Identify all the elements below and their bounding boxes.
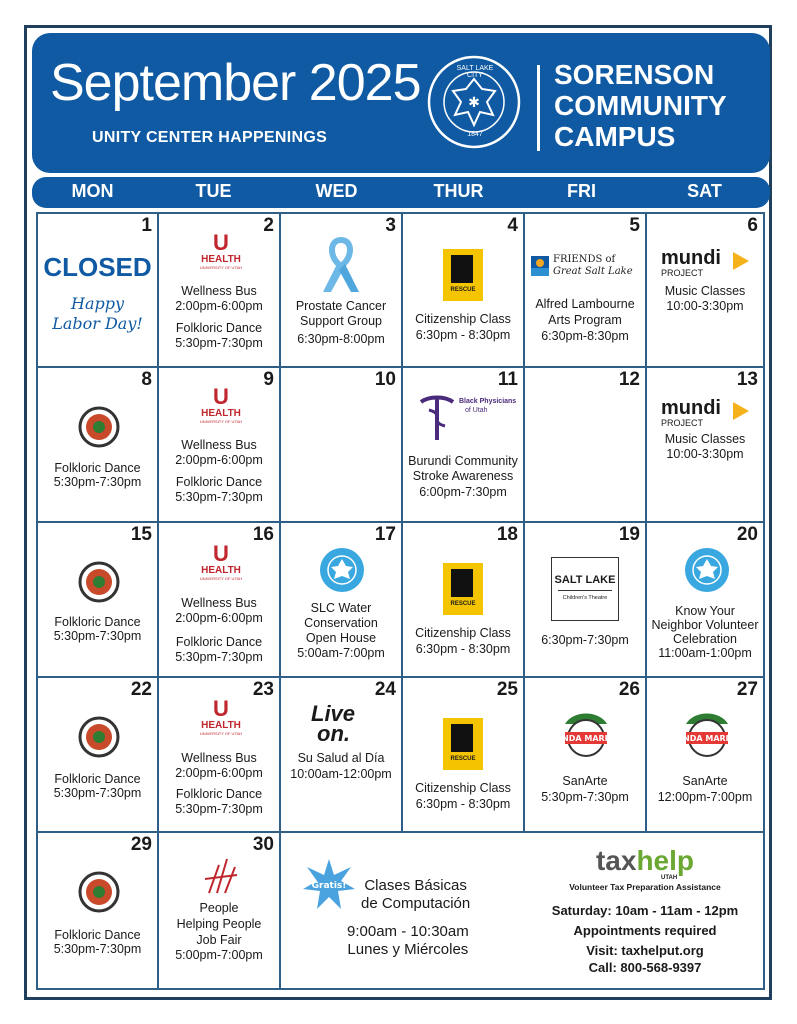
people-helping-people-logo-icon	[201, 853, 241, 895]
day-cell-1[interactable]: 1 CLOSED Happy Labor Day!	[36, 212, 159, 368]
day-tue: TUE	[195, 181, 232, 201]
day-cell-13[interactable]: 13 mundi PROJECT Music Classes 10:00-3:30pm	[645, 366, 765, 523]
university-of-utah-health-logo: U HEALTH UNIVERSITY OF UTAH	[191, 698, 251, 736]
taxhelp-panel: taxhelp UTAH Volunteer Tax Preparation Assistance Saturday: 10am - 11am - 12pm Appointments required Visit: taxhelput.org Call: 800-568-9397	[551, 845, 739, 975]
closed-label: CLOSED	[43, 252, 152, 282]
international-rescue-committee-logo: RESCUE	[443, 718, 483, 770]
day-cell-29[interactable]: 29 Folkloric Dance 5:30pm-7:30pm	[36, 831, 159, 990]
day-cell-17[interactable]: 17 SLC Water Conservation Open House 5:00am-7:00pm	[279, 521, 403, 678]
caduceus-icon	[417, 392, 457, 442]
day-cell-19[interactable]: 19 SALT LAKE Children's Theatre 6:30pm-7:30pm	[523, 521, 647, 678]
u-block-icon: U	[213, 541, 229, 566]
gratis-badge-text: Gratis!	[311, 881, 347, 891]
mundi-project-logo: mundi PROJECT	[661, 248, 757, 278]
live-on-logo: Live on.	[311, 701, 356, 746]
salt-lake-city-seal-icon	[319, 547, 365, 593]
rescue-mark-icon	[451, 569, 473, 597]
u-block-icon: U	[213, 384, 229, 409]
header-divider	[537, 65, 540, 151]
mundi-project-logo: mundi PROJECT	[661, 398, 757, 428]
seal-text: SALT LAKE CITY	[456, 65, 494, 79]
mundi-play-icon	[731, 250, 751, 272]
day-cell-25[interactable]: 25 RESCUE Citizenship Class 6:30pm - 8:30pm	[401, 676, 525, 833]
university-of-utah-health-logo: U HEALTH UNIVERSITY OF UTAH	[191, 543, 251, 581]
day-cell-15[interactable]: 15 Folkloric Dance 5:30pm-7:30pm	[36, 521, 159, 678]
international-rescue-committee-logo: RESCUE	[443, 249, 483, 301]
university-of-utah-health-logo: U HEALTH UNIVERSITY OF UTAH	[191, 386, 251, 424]
day-cell-20[interactable]: 20 Know Your Neighbor Volunteer Celebration 11:00am-1:00pm	[645, 521, 765, 678]
sanarte-logo-text: B'NDA MARILS	[553, 734, 619, 743]
folkloric-dance-logo-icon	[78, 561, 120, 603]
day-cell-22[interactable]: 22 Folkloric Dance 5:30pm-7:30pm	[36, 676, 159, 833]
university-of-utah-health-logo: U HEALTH UNIVERSITY OF UTAH	[191, 232, 251, 270]
salt-lake-childrens-theatre-logo: SALT LAKE Children's Theatre	[551, 557, 619, 621]
day-cell-18[interactable]: 18 RESCUE Citizenship Class 6:30pm - 8:30pm	[401, 521, 525, 678]
day-cell-2[interactable]: 2 U HEALTH UNIVERSITY OF UTAH Wellness Bus 2:00pm-6:00pm Folkloric Dance 5:30pm-7:30pm	[157, 212, 281, 368]
gratis-starburst-icon	[301, 857, 357, 911]
day-mon: MON	[71, 181, 114, 201]
day-cell-24[interactable]: 24 Live on. Su Salud al Día 10:00am-12:00pm	[279, 676, 403, 833]
international-rescue-committee-logo: RESCUE	[443, 563, 483, 615]
logo-divider	[558, 590, 612, 591]
day-cell-6[interactable]: 6 mundi PROJECT Music Classes 10:00-3:30pm	[645, 212, 765, 368]
calendar-header	[32, 33, 770, 173]
sanarte-banda-logo-icon	[553, 708, 619, 758]
day-cell-23[interactable]: 23 U HEALTH UNIVERSITY OF UTAH Wellness Bus 2:00pm-6:00pm Folkloric Dance 5:30pm-7:30pm	[157, 676, 281, 833]
svg-text:✱: ✱	[468, 95, 480, 111]
day-cell-5[interactable]: 5 FRIENDS of Great Salt Lake Alfred Lambourne Arts Program 6:30pm-8:30pm	[523, 212, 647, 368]
folkloric-dance-logo-icon	[78, 871, 120, 913]
mundi-play-icon	[731, 400, 751, 422]
salt-lake-city-seal-icon	[684, 547, 730, 593]
labor-day-note: Happy Labor Day!	[52, 294, 143, 333]
rescue-mark-icon	[451, 255, 473, 283]
clases-schedule: 9:00am - 10:30am Lunes y Miércoles	[347, 923, 469, 958]
day-cell-16[interactable]: 16 U HEALTH UNIVERSITY OF UTAH Wellness Bus 2:00pm-6:00pm Folkloric Dance 5:30pm-7:30pm	[157, 521, 281, 678]
day-fri: FRI	[567, 181, 596, 201]
clases-title: Clases Básicas de Computación	[361, 877, 471, 912]
day-cell-30[interactable]: 30 People Helping People Job Fair 5:00pm-7:00pm	[157, 831, 281, 990]
info-panel	[279, 831, 765, 990]
calendar-grid	[36, 212, 765, 990]
day-cell-12[interactable]: 12	[523, 366, 647, 523]
folkloric-dance-logo-icon	[78, 716, 120, 758]
rescue-mark-icon	[451, 724, 473, 752]
day-cell-8[interactable]: 8 Folkloric Dance 5:30pm-7:30pm	[36, 366, 159, 523]
day-cell-9[interactable]: 9 U HEALTH UNIVERSITY OF UTAH Wellness Bus 2:00pm-6:00pm Folkloric Dance 5:30pm-7:30pm	[157, 366, 281, 523]
day-cell-11[interactable]: 11 Black Physicians of Utah Burundi Community Stroke Awareness 6:00pm-7:30pm	[401, 366, 525, 523]
sanarte-banda-logo-icon	[674, 708, 740, 758]
u-block-icon: U	[213, 230, 229, 255]
day-cell-10[interactable]: 10	[279, 366, 403, 523]
day-cell-26[interactable]: 26 B'NDA MARILS SanArte 5:30pm-7:30pm	[523, 676, 647, 833]
awareness-ribbon-icon	[315, 236, 367, 296]
day-cell-27[interactable]: 27 B'NDA MARILS SanArte 12:00pm-7:00pm	[645, 676, 765, 833]
u-block-icon: U	[213, 696, 229, 721]
sanarte-logo-text: B'NDA MARILS	[674, 734, 740, 743]
folkloric-dance-logo-icon	[78, 406, 120, 448]
lake-icon	[531, 256, 549, 276]
header-subtitle: UNITY CENTER HAPPENINGS	[92, 129, 328, 146]
day-cell-4[interactable]: 4 RESCUE Citizenship Class 6:30pm - 8:30pm	[401, 212, 525, 368]
seal-year: 1847	[467, 131, 483, 138]
day-wed: WED	[315, 181, 358, 201]
campus-name: SORENSON COMMUNITY CAMPUS	[554, 59, 727, 152]
month-title: September 2025	[50, 54, 421, 112]
day-cell-3[interactable]: 3 Prostate Cancer Support Group 6:30pm-8:00pm	[279, 212, 403, 368]
taxhelp-logo: taxhelp	[595, 845, 695, 876]
day-thur: THUR	[433, 181, 484, 201]
weekday-header	[32, 177, 770, 208]
day-sat: SAT	[687, 181, 722, 201]
